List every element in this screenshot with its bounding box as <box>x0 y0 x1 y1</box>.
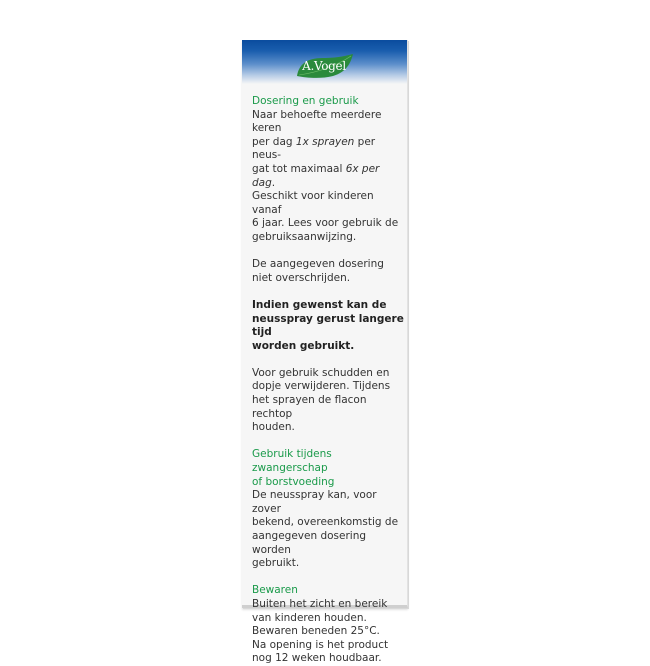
spacer <box>252 285 404 299</box>
text-line: Voor gebruik schudden en <box>252 366 390 379</box>
text-line: het sprayen de flacon rechtop <box>252 394 367 420</box>
brand-logo <box>293 54 355 80</box>
text-line: De neusspray kan, voor zover <box>252 489 377 515</box>
brand-logo-text: A.Vogel <box>302 59 346 73</box>
instructions-text <box>252 95 404 666</box>
text-line: gebruikt. <box>252 557 300 570</box>
text-line: Na opening is het product <box>252 638 389 651</box>
text-line: van kinderen houden. <box>252 611 367 624</box>
section-longterm-use <box>252 299 404 353</box>
text-line: Geschikt voor kinderen vanaf <box>252 190 374 216</box>
section-pregnancy <box>252 448 404 570</box>
section-usage <box>252 367 404 435</box>
text-line: aangegeven dosering worden <box>252 530 367 556</box>
text-line: neusspray gerust langere tijd <box>252 312 404 339</box>
emphasis-text: 6x per dag <box>252 162 380 189</box>
section-heading-pregnancy: Gebruik tijdens zwangerschap <box>252 448 332 475</box>
spacer <box>252 353 404 367</box>
section-heading-pregnancy: of borstvoeding <box>252 475 335 488</box>
section-warning <box>252 258 404 285</box>
text-line: bekend, overeenkomstig de <box>252 516 399 529</box>
text-line: houden. <box>252 421 295 434</box>
section-storage <box>252 584 404 666</box>
spacer <box>252 571 404 585</box>
product-box-side-panel <box>242 40 408 665</box>
text-line: Bewaren beneden 25°C. <box>252 625 380 638</box>
section-dosage <box>252 95 404 245</box>
section-heading-storage: Bewaren <box>252 584 298 597</box>
text-line: Naar behoefte meerdere keren <box>252 108 382 135</box>
text-line: Buiten het zicht en bereik <box>252 597 388 610</box>
text-span: . <box>271 176 276 189</box>
text-span: per dag <box>252 135 296 148</box>
text-line: 6 jaar. Lees voor gebruik de <box>252 217 399 230</box>
text-line <box>252 136 404 163</box>
emphasis-text: 1x sprayen <box>295 135 355 148</box>
text-line <box>252 163 404 190</box>
section-heading-dosage: Dosering en gebruik <box>252 95 359 107</box>
text-line: niet overschrijden. <box>252 271 351 284</box>
text-line: De aangegeven dosering <box>252 258 384 271</box>
text-line: nog 12 weken houdbaar. <box>252 652 382 665</box>
text-line: dopje verwijderen. Tijdens <box>252 380 391 393</box>
spacer <box>252 435 404 449</box>
text-span: gat tot maximaal <box>252 162 346 175</box>
text-line: gebruiksaanwijzing. <box>252 230 357 243</box>
text-line: Indien gewenst kan de <box>252 298 387 311</box>
text-span: per neus- <box>252 135 376 162</box>
spacer <box>252 245 404 259</box>
text-line: worden gebruikt. <box>252 339 355 352</box>
